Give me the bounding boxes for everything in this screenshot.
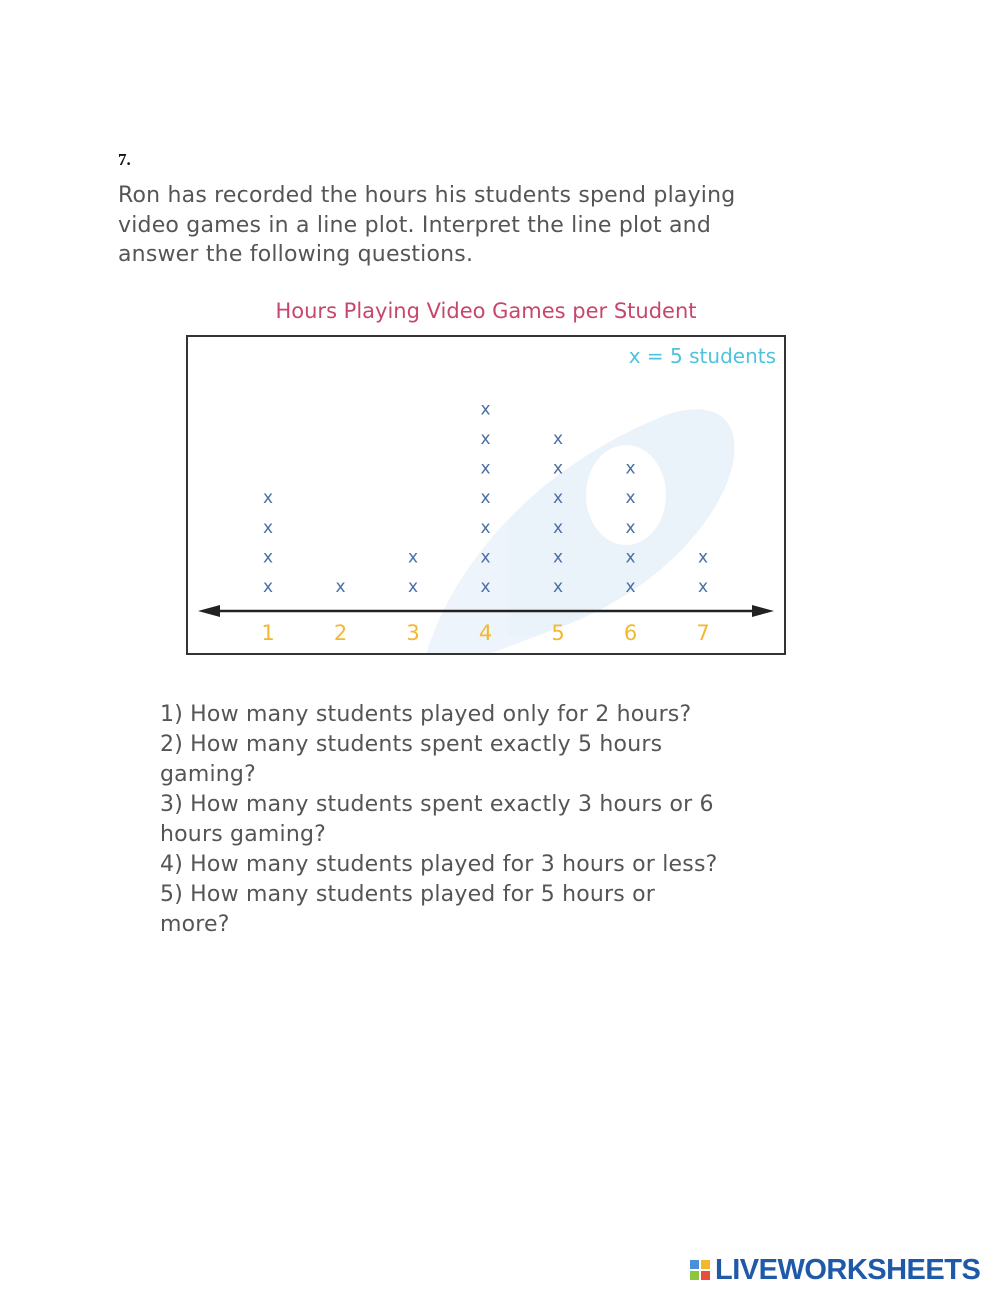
x-mark: x	[480, 458, 491, 479]
intro-line: video games in a line plot. Interpret the line plot and	[118, 212, 711, 238]
x-mark: x	[480, 429, 491, 449]
line-plot	[186, 335, 786, 655]
question-line: 3) How many students spent exactly 3 hours or 6	[160, 792, 714, 817]
x-mark: x	[625, 458, 636, 479]
x-mark: x	[480, 547, 491, 568]
x-mark: x	[480, 577, 491, 597]
background-rocket-illustration	[426, 409, 735, 655]
x-mark: x	[262, 517, 274, 538]
tick-labels	[261, 621, 709, 645]
x-mark: x	[262, 488, 274, 509]
x-mark: x	[552, 547, 564, 568]
x-mark: x	[697, 577, 709, 597]
x-mark: x	[552, 577, 564, 597]
x-mark: x	[262, 577, 274, 597]
line-plot-svg	[186, 335, 786, 655]
intro-line: answer the following questions.	[118, 242, 474, 267]
logo-wordmark: LIVEWORKSHEETS	[715, 1253, 981, 1286]
liveworksheets-logo	[690, 1255, 980, 1285]
x-mark: x	[625, 577, 636, 597]
x-mark: x	[262, 547, 274, 568]
axis-arrow-left	[198, 605, 220, 617]
x-mark: x	[480, 399, 491, 420]
tick-label: 6	[623, 621, 638, 645]
question-line: hours gaming?	[160, 822, 327, 847]
tick-label: 5	[551, 621, 565, 645]
sub-questions	[160, 700, 860, 940]
x-mark: x	[625, 488, 636, 509]
x-mark: x	[335, 577, 346, 597]
axis-arrow-right	[752, 605, 774, 617]
question-intro	[118, 181, 838, 270]
x-mark: x	[552, 517, 564, 538]
x-mark: x	[407, 547, 419, 568]
tick-label: 3	[406, 621, 420, 645]
chart-title: Hours Playing Video Games per Student	[275, 299, 697, 323]
question-line: 1) How many students played only for 2 hours?	[160, 702, 692, 727]
x-mark: x	[552, 488, 564, 509]
x-mark: x	[625, 517, 636, 538]
x-mark: x	[407, 577, 419, 597]
intro-line: Ron has recorded the hours his students spend playing	[118, 183, 736, 208]
question-line: gaming?	[160, 762, 256, 787]
question-line: 5) How many students played for 5 hours or	[160, 882, 656, 907]
question-line: 4) How many students played for 3 hours or less?	[160, 852, 718, 877]
question-line: more?	[160, 912, 230, 937]
question-line: 2) How many students spent exactly 5 hours	[160, 732, 663, 757]
plot-key: x = 5 students	[628, 344, 776, 368]
tick-label: 7	[696, 621, 710, 645]
tick-label: 4	[478, 621, 493, 645]
x-mark: x	[480, 517, 491, 538]
logo-squares-icon	[690, 1260, 710, 1280]
x-mark: x	[480, 488, 491, 509]
question-number: 7.	[118, 150, 131, 169]
x-mark: x	[625, 547, 636, 568]
x-mark: x	[552, 429, 564, 449]
tick-label: 2	[333, 621, 348, 645]
x-mark: x	[697, 547, 709, 568]
tick-label: 1	[261, 621, 275, 645]
x-mark: x	[552, 458, 564, 479]
